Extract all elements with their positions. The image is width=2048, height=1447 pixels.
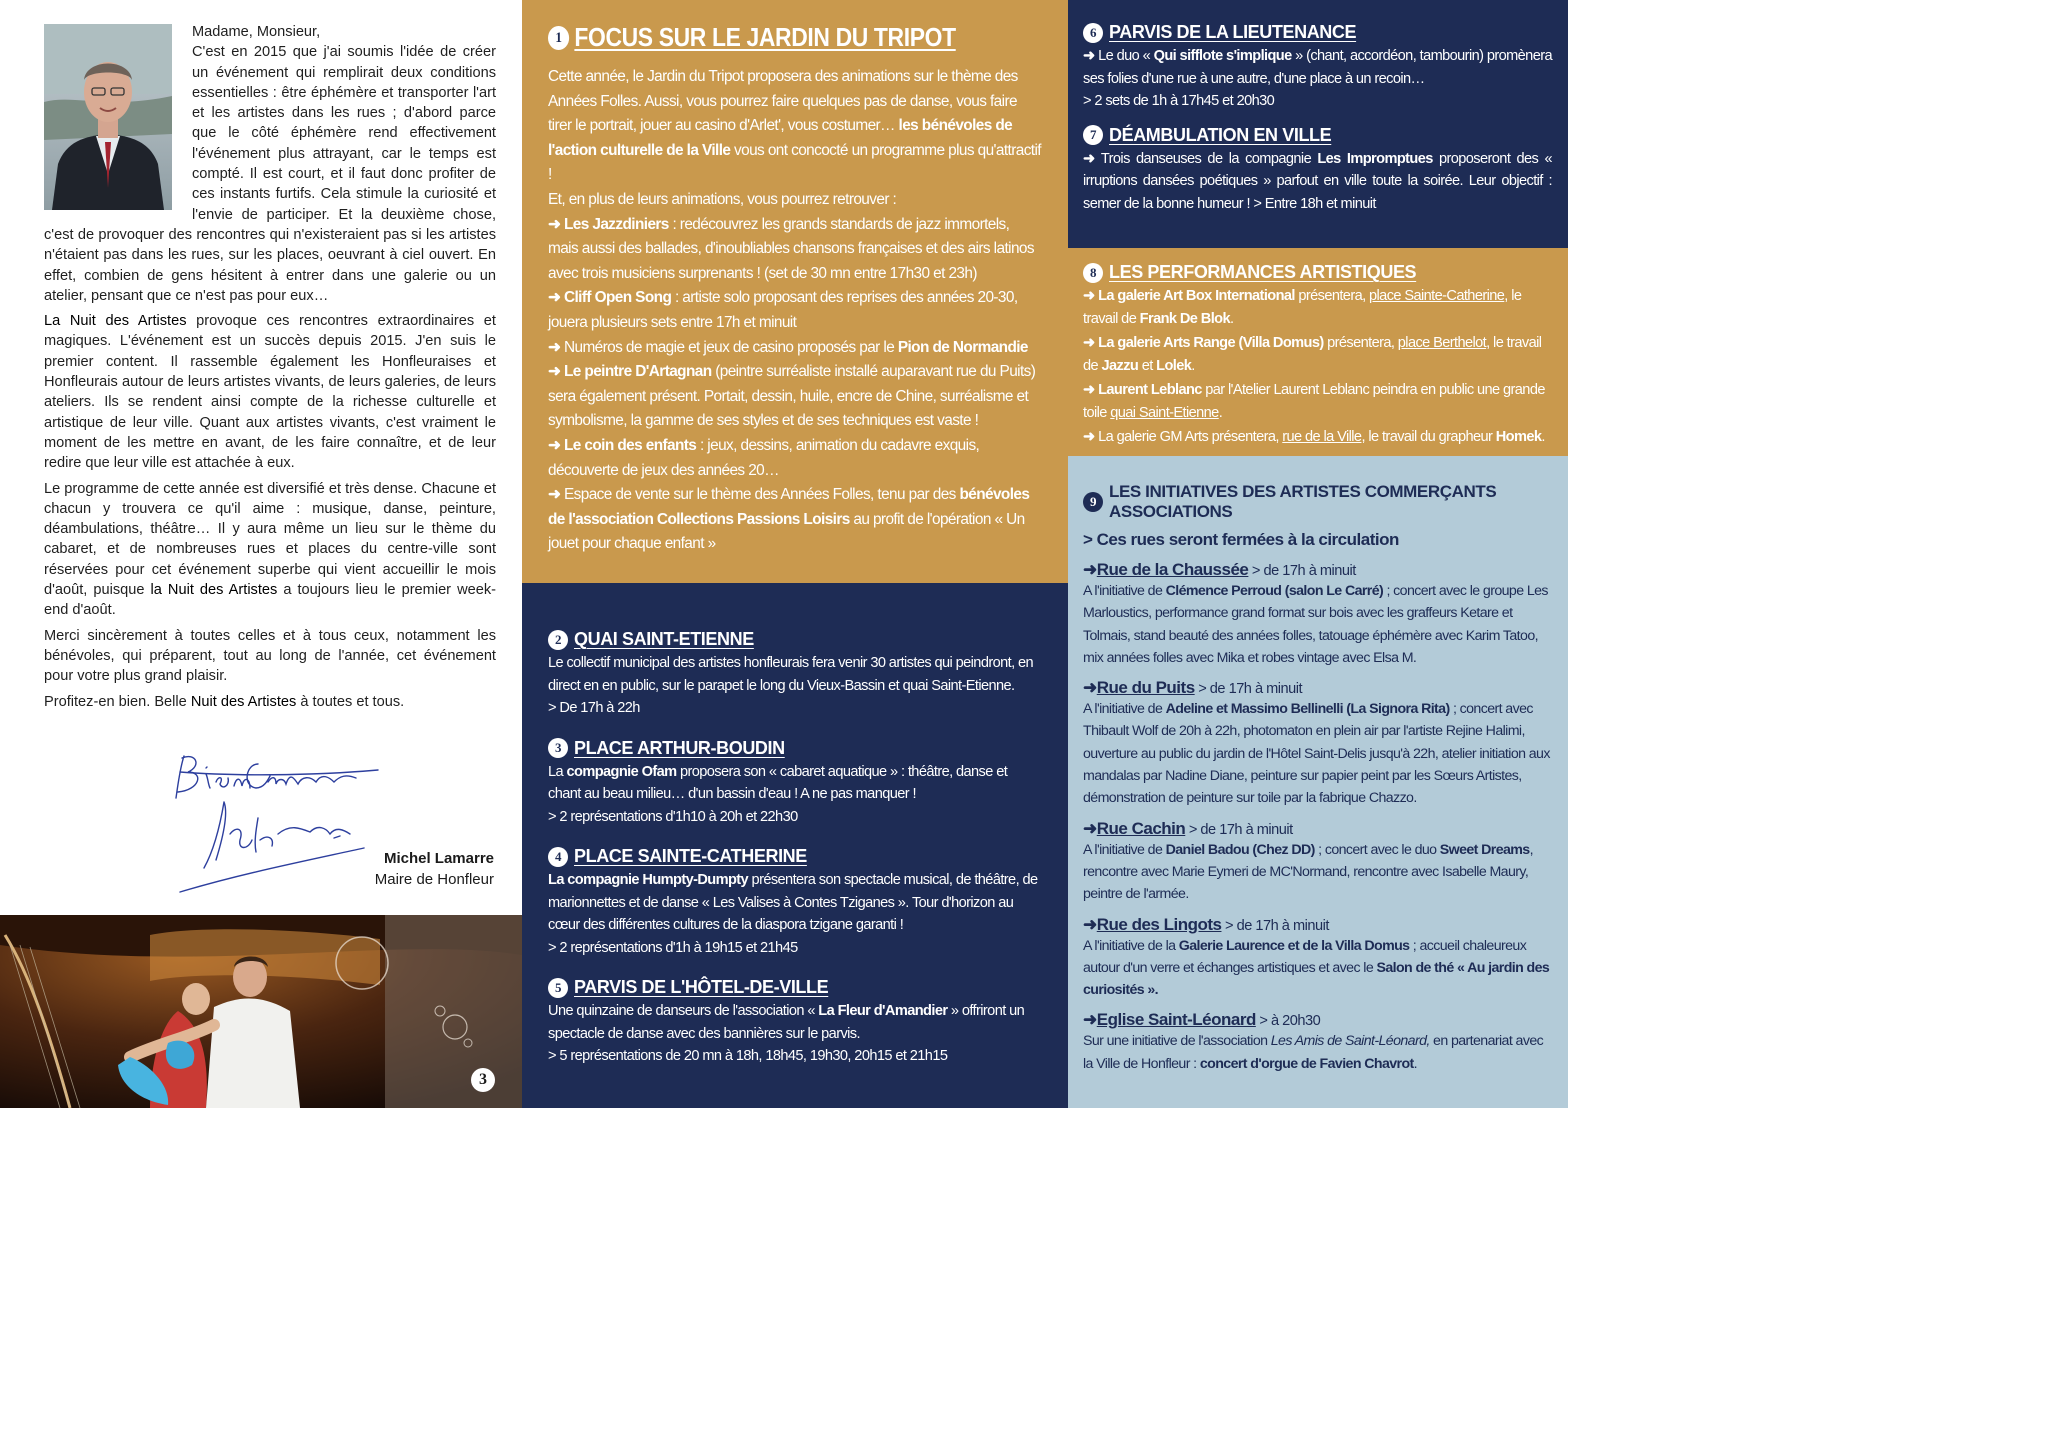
section-time: > 2 représentations d'1h à 19h15 et 21h45 — [548, 939, 798, 956]
section-title-text: PARVIS DE LA LIEUTENANCE — [1109, 22, 1357, 42]
section-time: > 2 sets de 1h à 17h45 et 20h30 — [1083, 93, 1275, 109]
section-title-text: PARVIS DE L'HÔTEL-DE-VILLE — [574, 977, 829, 997]
section-title — [548, 22, 983, 53]
letter-greeting: Madame, Monsieur, — [192, 24, 321, 40]
section-initiatives — [1068, 456, 1568, 1108]
section-quai-saint-etienne — [548, 629, 1042, 720]
letter-paragraph-2: La Nuit des Artistes provoque ces rencontres extraordinaires et magiques. L'événement est un succès depuis 2015. J'en suis le premier content. Il rassemble également les Honfleuraises et Honfleurais autour de leurs artistes vivants, de leurs galeries, de leurs ateliers. Ils se rendent ainsi compte de la richesse culturelle et artistique de leur ville. Quant aux artistes vivants, c'est vraiment le moment de les mettre en avant, de les faire connaître, et de leur redire que leur ville est attachée à eux. — [44, 313, 496, 472]
section-number-badge: 9 — [1083, 492, 1103, 512]
street-description: A l'initiative de Daniel Badou (Chez DD) ; concert avec le duo Sweet Dreams, rencontre avec Marie Eymeri de MC'Normand, rencontre avec Isabelle Maury, peintre de l'armée. — [1083, 841, 1533, 903]
section-number-badge: 7 — [1083, 125, 1103, 145]
event-name: Nuit des Artistes — [190, 693, 297, 710]
section-title — [1083, 125, 1552, 146]
section-title — [548, 629, 1042, 650]
section-title — [548, 846, 1042, 867]
section-text: Une quinzaine de danseurs de l'association « La Fleur d'Amandier » offriront un spectacle de danse avec des bannières sur le parvis. — [548, 1003, 1025, 1042]
street-heading: ➜Eglise Saint-Léonard > à 20h30 — [1083, 1010, 1321, 1030]
tripot-item: ➜ Espace de vente sur le thème des Années Folles, tenu par des bénévoles de l'association Collections Passions Loisirs au profit de l'opération « Un jouet pour chaque enfant » — [548, 486, 1030, 553]
section-number-badge: 6 — [1083, 23, 1103, 43]
section-text: La compagnie Ofam proposera son « cabaret aquatique » : théâtre, danse et chant au beau milieu… d'un bassin d'eau ! A ne pas manquer ! — [548, 763, 1008, 802]
mayor-letter-column — [0, 0, 522, 1108]
section-jardin-du-tripot — [522, 0, 1068, 583]
tripot-item: ➜ Numéros de magie et jeux de casino proposés par le Pion de Normandie — [548, 338, 1028, 356]
section-title-text: LES INITIATIVES DES ARTISTES COMMERÇANTS ASSOCIATIONS — [1109, 482, 1497, 521]
street-entry — [1083, 915, 1552, 1002]
signer-name: Michel Lamarre — [383, 850, 494, 867]
section-title-text: QUAI SAINT-ETIENNE — [574, 629, 754, 649]
performance-item: ➜ Laurent Leblanc par l'Atelier Laurent Leblanc peindra en public une grande toile quai Saint-Etienne. — [1083, 382, 1545, 421]
section-text: ➜ Trois danseuses de la compagnie Les Impromptues proposeront des « irruptions dansées poétiques » parfout en ville toute la soirée. Leur objectif : semer de la bonne humeur ! > Entre 18h et minuit — [1083, 150, 1552, 212]
street-entry — [1083, 560, 1552, 669]
section-number-badge: 3 — [548, 738, 568, 758]
street-description: A l'initiative de Clémence Perroud (salon Le Carré) ; concert avec le groupe Les Marloustics, performance grand format sur bois avec les graffeurs Ketare et Tolmais, stand beauté des années folles, tatouage éphémère avec Karim Tatoo, mix années folles avec Mika et robes vintage avec Elsa M. — [1083, 583, 1548, 666]
section-title-text: FOCUS SUR LE JARDIN DU TRIPOT — [574, 22, 956, 52]
tripot-item: ➜ Le peintre D'Artagnan (peintre surréaliste installé auparavant rue du Puits) sera également présent. Portait, dessin, huile, encre de Chine, surréalisme et symbolisme, la gamme de ses styles et de ses techniques est vaste ! — [548, 363, 1036, 430]
section-number-badge: 1 — [548, 26, 569, 50]
street-heading: ➜Rue de la Chaussée > de 17h à minuit — [1083, 560, 1356, 579]
letter-paragraph-4: Merci sincèrement à toutes celles et à tous ceux, notamment les bénévoles, qui préparent, tout au long de l'année, cet événement pour votre plus grand plaisir. — [44, 627, 496, 685]
section-title — [1083, 262, 1552, 283]
section-place-sainte-catherine — [548, 846, 1042, 959]
street-heading: ➜Rue du Puits > de 17h à minuit — [1083, 678, 1303, 698]
street-entry — [1083, 819, 1552, 906]
section-title-text: DÉAMBULATION EN VILLE — [1109, 124, 1332, 145]
section-performances-artistiques — [1068, 248, 1568, 456]
tripot-item: ➜ Cliff Open Song : artiste solo proposant des reprises des années 20-30, jouera plusieurs sets entre 17h et minuit — [548, 289, 1018, 331]
section-title-text: LES PERFORMANCES ARTISTIQUES — [1109, 262, 1417, 282]
street-heading: ➜Rue des Lingots > de 17h à minuit — [1083, 914, 1329, 934]
performance-item: ➜ La galerie GM Arts présentera, rue de la Ville, le travail du grapheur Homek. — [1083, 429, 1545, 445]
section-number-badge: 8 — [1083, 263, 1103, 283]
mayor-letter — [44, 22, 496, 717]
signer-role: Maire de Honfleur — [374, 871, 494, 888]
section-number-badge: 2 — [548, 630, 568, 650]
section-time: > 2 représentations d'1h10 à 20h et 22h30 — [548, 808, 798, 825]
event-name: la Nuit des Artistes — [150, 582, 278, 599]
road-closure-note: > Ces rues seront fermées à la circulation — [1083, 530, 1399, 549]
section-title — [1083, 482, 1552, 522]
tripot-item: ➜ Le coin des enfants : jeux, dessins, animation du cadavre exquis, découverte de jeux des années 20… — [548, 436, 980, 479]
page-number: 3 — [471, 1068, 495, 1092]
street-heading: ➜Rue Cachin > de 17h à minuit — [1083, 818, 1293, 838]
street-entry — [1083, 678, 1552, 809]
section-locations-2-5 — [522, 583, 1068, 1108]
handwritten-signature — [160, 742, 390, 894]
section-number-badge: 5 — [548, 978, 568, 998]
section-title — [1083, 22, 1552, 43]
section-parvis-lieutenance — [1083, 22, 1552, 113]
letter-paragraph-5: Profitez-en bien. Belle Nuit des Artistes à toutes et tous. — [44, 693, 405, 710]
street-description: A l'initiative de la Galerie Laurence et de la Villa Domus ; accueil chaleureux autour d'un verre et échanges artistiques et avec le Salon de thé « Au jardin des curiosités ». — [1083, 937, 1550, 999]
street-description: A l'initiative de Adeline et Massimo Bellinelli (La Signora Rita) ; concert avec Thibault Wolf de 20h à 22h, photomaton en plein air par l'artiste Rejine Halimi, ouverture au public du jardin de l'Hôtel Saint-Delis jusqu'à 22h, atelier initiation aux mandalas par Nadine Diane, peinture sur papier peint par les Sœurs Artistes, démonstration de peinture sur toile par la fabrique Chazzo. — [1083, 701, 1550, 807]
section-text: Le collectif municipal des artistes honfleurais fera venir 30 artistes qui peindront, en direct en en public, sur le parapet le long du Vieux-Bassin et quai Saint-Etienne. — [548, 655, 1034, 694]
section-time: > 5 représentations de 20 mn à 18h, 18h45, 19h30, 20h15 et 21h15 — [548, 1048, 948, 1064]
section-time: > De 17h à 22h — [548, 700, 640, 716]
performance-item: ➜ La galerie Arts Range (Villa Domus) présentera, place Berthelot, le travail de Jazzu et Lolek. — [1083, 335, 1542, 374]
section-place-arthur-boudin — [548, 738, 1042, 829]
letter-paragraph-1: C'est en 2015 que j'ai soumis l'idée de créer un événement qui remplirait deux conditions essentielles : être éphémère et transporter l'art et les artistes dans les rues ; d'abord parce que le côté éphémère rend effectivement l'événement plus attrayant, car le temps est compté. Il est court, et il faut donc profiter de ces instants furtifs. Cela stimule la curiosité et l'envie de participer. Et la deuxième chose, c'est de provoquer des rencontres qui n'existeraient pas si les artistes n'étaient pas dans les rues, sur les places, oeuvrant à ciel ouvert. En effet, combien de gens hésitent à entrer dans une galerie ou un atelier, pensant que ce n'est pas pour eux… — [44, 44, 496, 304]
tripot-intro-2: Et, en plus de leurs animations, vous pourrez retrouver : — [548, 190, 897, 208]
tripot-intro: Cette année, le Jardin du Tripot proposera des animations sur le thème des Années Folles. Aussi, vous pourrez faire quelques pas de danse, vous faire tirer le portrait, jouer au casino d'Arlet', vous costumer… les bénévoles de l'action culturelle de la Ville vous ont concocté un programme plus qu'attractif ! — [548, 68, 1041, 184]
section-text: La compagnie Humpty-Dumpty présentera son spectacle musical, de théâtre, de marionnettes et de danse « Les Valises à Contes Tziganes ». Tour d'horizon au cœur des différentes cultures de la diaspora tzigane garanti ! — [548, 872, 1038, 933]
section-deambulation — [1083, 125, 1552, 216]
performance-item: ➜ La galerie Art Box International présentera, place Sainte-Catherine, le travail de Frank De Blok. — [1083, 288, 1522, 327]
street-description: Sur une initiative de l'association Les Amis de Saint-Léonard, en partenariat avec la Ville de Honfleur : concert d'orgue de Favien Chavrot. — [1083, 1033, 1544, 1072]
section-number-badge: 4 — [548, 847, 568, 867]
tripot-item: ➜ Les Jazzdiniers : redécouvrez les grands standards de jazz immortels, mais aussi des ballades, d'inoubliables chansons françaises et des airs latinos avec trois musiciens surprenants ! (set de 30 mn entre 17h30 et 23h) — [548, 215, 1034, 282]
section-text: ➜ Le duo « Qui sifflote s'implique » (chant, accordéon, tambourin) promènera ses folies d'une rue à une autre, d'une place à un recoin… — [1083, 48, 1552, 87]
section-title-text: PLACE ARTHUR-BOUDIN — [574, 737, 785, 758]
street-entry — [1083, 1010, 1552, 1075]
event-name: La Nuit des Artistes — [44, 313, 187, 330]
section-title — [548, 977, 1042, 998]
letter-paragraph-3: Le programme de cette année est diversifié et très dense. Chacune et chacun y trouvera ce qu'il aime : musique, danse, peinture, déambulations, théâtre… Il y aura même un lieu sur le thème du cabaret, et de nombreuses rues et places du centre-ville sont réservées pour cet événement superbe qui vient accueillir le mois d'août, puisque la Nuit des Artistes a toujours lieu le premier week-end d'août. — [44, 480, 497, 619]
performers-photo — [0, 915, 522, 1108]
section-locations-6-7 — [1068, 0, 1568, 248]
section-parvis-hotel-de-ville — [548, 977, 1042, 1068]
section-title — [548, 738, 1042, 759]
section-title-text: PLACE SAINTE-CATHERINE — [574, 846, 807, 866]
